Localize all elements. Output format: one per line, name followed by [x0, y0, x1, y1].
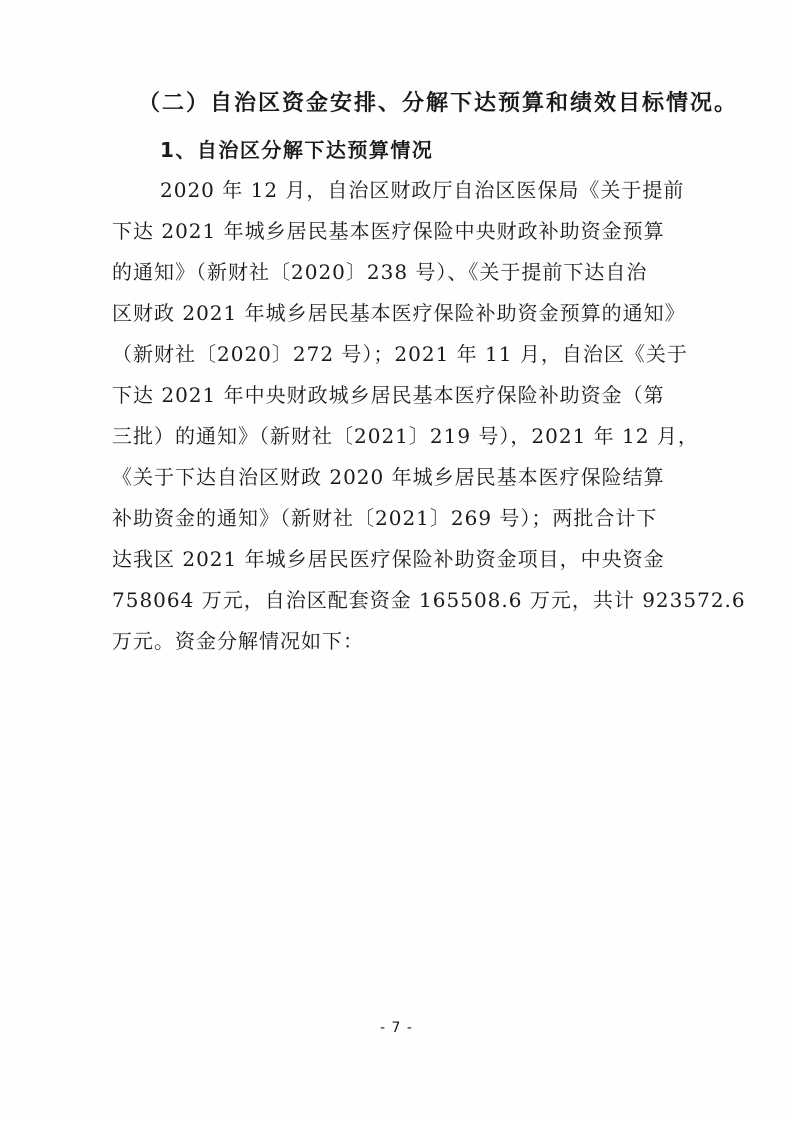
- body-paragraph: [112, 170, 746, 662]
- page-number: - 7 -: [380, 1020, 413, 1036]
- paragraph-line: 下达 2021 年中央财政城乡居民基本医疗保险补助资金（第: [112, 383, 665, 407]
- paragraph-line: 补助资金的通知》（新财社〔2021〕269 号）；两批合计下: [112, 506, 658, 530]
- paragraph-line: 《关于下达自治区财政 2020 年城乡居民基本医疗保险结算: [112, 465, 665, 489]
- paragraph-line: 区财政 2021 年城乡居民基本医疗保险补助资金预算的通知》: [112, 301, 686, 325]
- paragraph-line: 达我区 2021 年城乡居民医疗保险补助资金项目，中央资金: [112, 547, 665, 571]
- paragraph-line: 万元。资金分解情况如下：: [112, 629, 364, 653]
- paragraph-line: 2020 年 12 月，自治区财政厅自治区医保局《关于提前: [160, 178, 685, 202]
- paragraph-line: 的通知》（新财社〔2020〕238 号）、《关于提前下达自治: [112, 260, 648, 284]
- paragraph-line: （新财社〔2020〕272 号）；2021 年 11 月，自治区《关于: [112, 342, 688, 366]
- paragraph-line: 三批）的通知》（新财社〔2021〕219 号），2021 年 12 月，: [112, 424, 699, 448]
- paragraph-line: 下达 2021 年城乡居民基本医疗保险中央财政补助资金预算: [112, 219, 665, 243]
- section-heading: （二）自治区资金安排、分解下达预算和绩效目标情况。: [138, 91, 739, 116]
- subsection-heading: 1、自治区分解下达预算情况: [160, 138, 434, 162]
- paragraph-line: 758064 万元，自治区配套资金 165508.6 万元，共计 923572.6: [112, 588, 746, 612]
